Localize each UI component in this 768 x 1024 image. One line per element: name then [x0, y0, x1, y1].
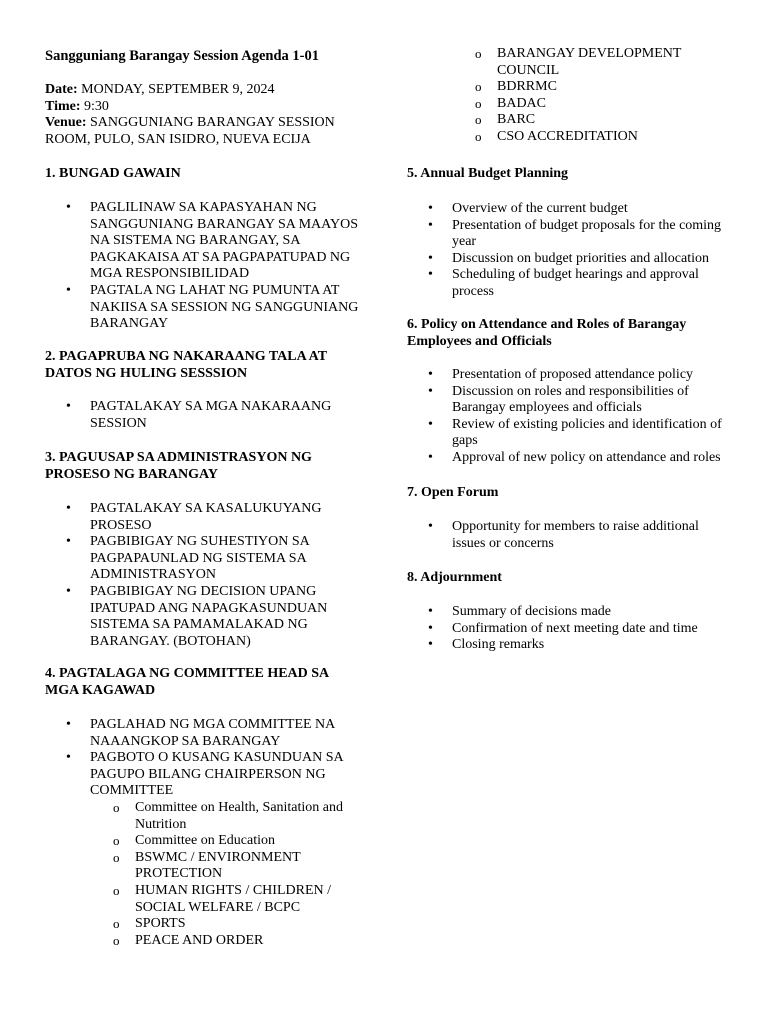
section-3-heading: 3. PAGUUSAP SA ADMINISTRASYON NG PROSESO NG BARANGAY: [45, 450, 312, 482]
committee-list-part-1: [135, 800, 365, 949]
list-item: • Summary of decisions made: [452, 604, 727, 621]
committee-item: o BARANGAY DEVELOPMENT COUNCIL: [497, 46, 727, 79]
committee-list-part-2: [497, 46, 727, 146]
list-item: • Overview of the current budget: [452, 201, 727, 218]
list-item: • PAGBIBIGAY NG DECISION UPANG IPATUPAD ANG NAPAGKASUNDUAN SISTEMA SA PAMAMALAKAD NG BARANGAY. (BOTOHAN): [90, 584, 365, 650]
document-title: Sangguniang Barangay Session Agenda 1-01: [45, 48, 319, 64]
list-item: • PAGBIBIGAY NG SUHESTIYON SA PAGPAPAUNLAD NG SISTEMA SA ADMINISTRASYON: [90, 534, 365, 584]
section-2-list: [90, 399, 365, 432]
committee-item: o Committee on Education: [135, 833, 365, 850]
section-8-heading: 8. Adjournment: [407, 570, 502, 585]
committee-item: o SPORTS: [135, 916, 365, 933]
section-6-heading: 6. Policy on Attendance and Roles of Barangay Employees and Officials: [407, 317, 687, 349]
venue-line: [45, 115, 345, 148]
committee-item: o BADAC: [497, 96, 727, 113]
list-item: • Confirmation of next meeting date and time: [452, 621, 727, 638]
list-item: • Presentation of proposed attendance policy: [452, 367, 727, 384]
list-item: • Discussion on roles and responsibilities of Barangay employees and officials: [452, 384, 727, 417]
list-item: • PAGTALAKAY SA KASALUKUYANG PROSESO: [90, 501, 365, 534]
list-item: • Presentation of budget proposals for the coming year: [452, 218, 727, 251]
list-item: • Review of existing policies and identification of gaps: [452, 417, 727, 450]
date-label: Date:: [45, 82, 78, 97]
section-7-list: [452, 519, 727, 552]
section-7-heading: 7. Open Forum: [407, 485, 499, 500]
committee-item: o CSO ACCREDITATION: [497, 129, 727, 146]
list-item: • Approval of new policy on attendance and roles: [452, 450, 727, 467]
section-1-heading: 1. BUNGAD GAWAIN: [45, 166, 181, 181]
list-item: • PAGTALAKAY SA MGA NAKARAANG SESSION: [90, 399, 365, 432]
committee-item: o PEACE AND ORDER: [135, 933, 365, 950]
section-6-list: [452, 367, 727, 467]
date-line: [45, 82, 355, 99]
section-8-list: [452, 604, 727, 654]
list-item: • PAGBOTO O KUSANG KASUNDUAN SA PAGUPO BILANG CHAIRPERSON NG COMMITTEE: [90, 750, 365, 800]
list-item: • Opportunity for members to raise additional issues or concerns: [452, 519, 727, 552]
committee-item: o BSWMC / ENVIRONMENT PROTECTION: [135, 850, 365, 883]
committee-item: o HUMAN RIGHTS / CHILDREN / SOCIAL WELFARE / BCPC: [135, 883, 365, 916]
list-item: • PAGLAHAD NG MGA COMMITTEE NA NAAANGKOP SA BARANGAY: [90, 717, 365, 750]
section-4-heading: 4. PAGTALAGA NG COMMITTEE HEAD SA MGA KAGAWAD: [45, 666, 329, 698]
committee-item: o Committee on Health, Sanitation and Nutrition: [135, 800, 365, 833]
venue-value: SANGGUNIANG BARANGAY SESSION ROOM, PULO, SAN ISIDRO, NUEVA ECIJA: [45, 115, 335, 147]
committee-item: o BARC: [497, 112, 727, 129]
time-value: 9:30: [84, 99, 109, 114]
list-item: • PAGTALA NG LAHAT NG PUMUNTA AT NAKIISA SA SESSION NG SANGGUNIANG BARANGAY: [90, 283, 365, 333]
list-item: • PAGLILINAW SA KAPASYAHAN NG SANGGUNIANG BARANGAY SA MAAYOS NA SISTEMA NG BARANGAY, SA PAGKAKAISA AT SA PAGPAPATUPAD NG MGA RESPONSIBILIDAD: [90, 200, 365, 283]
time-line: [45, 99, 355, 116]
date-value: MONDAY, SEPTEMBER 9, 2024: [81, 82, 275, 97]
section-5-heading: 5. Annual Budget Planning: [407, 166, 569, 181]
list-item: • Discussion on budget priorities and allocation: [452, 251, 727, 268]
section-3-list: [90, 501, 365, 650]
section-5-list: [452, 201, 727, 301]
section-1-list: [90, 200, 365, 333]
list-item: • Closing remarks: [452, 637, 727, 654]
section-4-list: [90, 717, 365, 800]
list-item: • Scheduling of budget hearings and approval process: [452, 267, 727, 300]
committee-item: o BDRRMC: [497, 79, 727, 96]
venue-label: Venue:: [45, 115, 87, 130]
section-2-heading: 2. PAGAPRUBA NG NAKARAANG TALA AT DATOS NG HULING SESSSION: [45, 349, 327, 381]
time-label: Time:: [45, 99, 81, 114]
